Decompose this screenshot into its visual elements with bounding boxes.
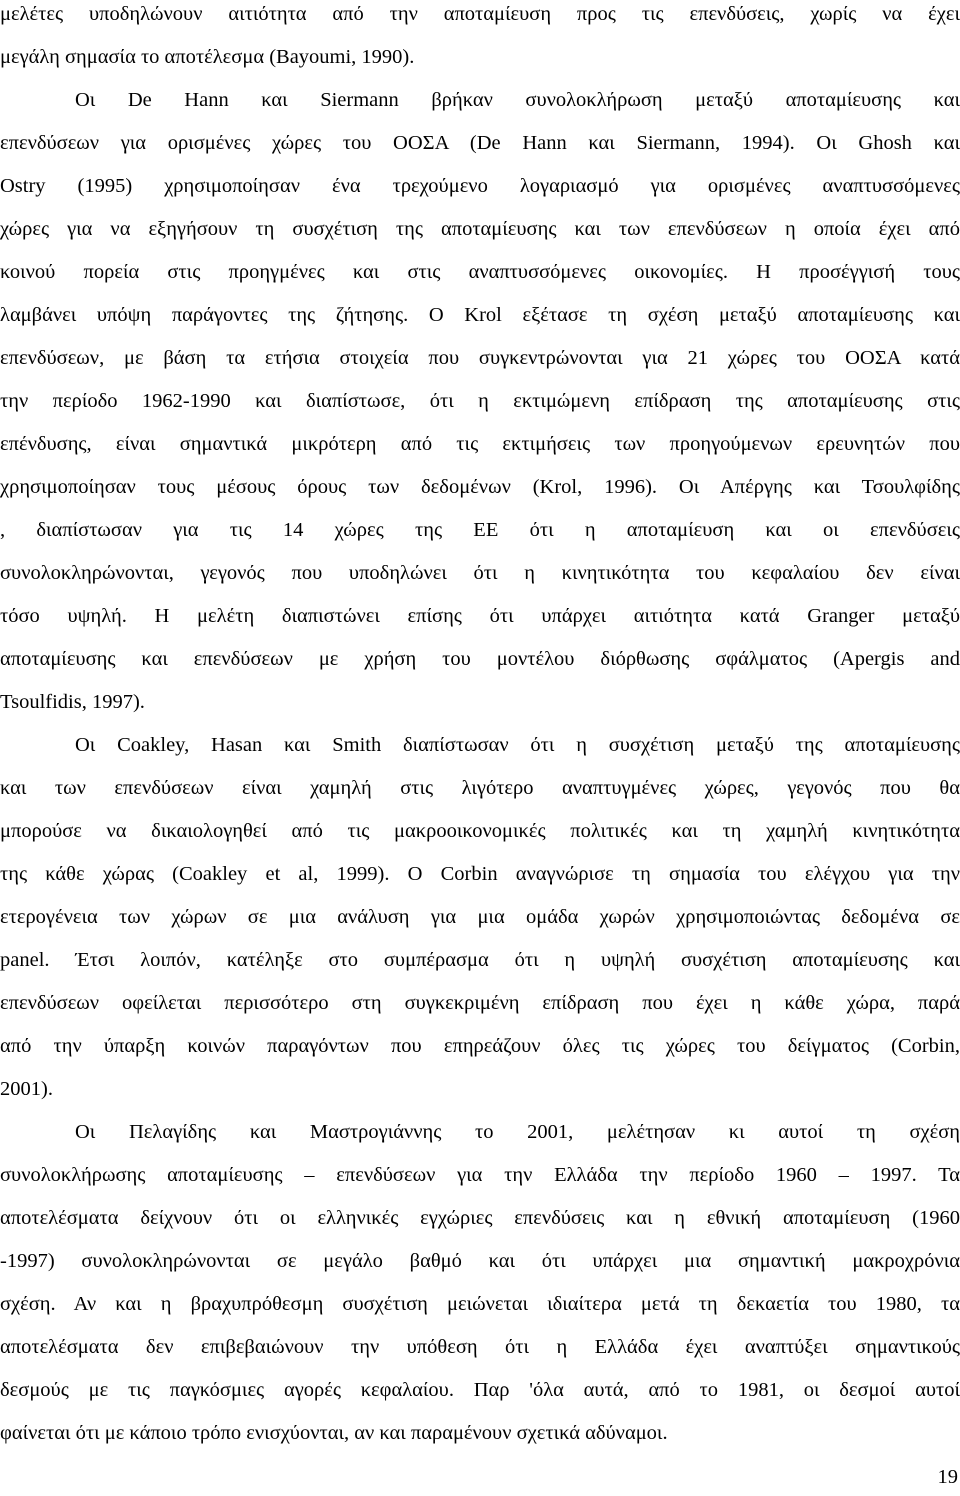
text-line: Οι Coakley, Hasan και Smith διαπίστωσαν ότι η συσχέτιση μεταξύ της αποταμίευσης bbox=[75, 734, 960, 756]
text-line: επενδύσεων για ορισμένες χώρες του ΟΟΣΑ (De Hann και Siermann, 1994). Οι Ghosh και bbox=[0, 132, 960, 154]
text-line: και των επενδύσεων είναι χαμηλή στις λιγότερο αναπτυγμένες χώρες, γεγονός που θα bbox=[0, 777, 960, 799]
text-line: Ostry (1995) χρησιμοποίησαν ένα τρεχούμενο λογαριασμό για ορισμένες αναπτυσσόμενες bbox=[0, 175, 960, 197]
text-line: -1997) συνολοκληρώνονται σε μεγάλο βαθμό και ότι υπάρχει μια σημαντική μακροχρόνια bbox=[0, 1250, 960, 1272]
text-line: μελέτες υποδηλώνουν αιτιότητα από την αποταμίευση προς τις επενδύσεις, χωρίς να έχει bbox=[0, 3, 960, 25]
text-line: επένδυσης, είναι σημαντικά μικρότερη από τις εκτιμήσεις των προηγούμενων ερευνητών που bbox=[0, 433, 960, 455]
text-line: την περίοδο 1962-1990 και διαπίστωσε, ότι η εκτιμώμενη επίδραση της αποταμίευσης στις bbox=[0, 390, 960, 412]
text-line: δεσμούς με τις παγκόσμιες αγορές κεφαλαίου. Παρ 'όλα αυτά, από το 1981, οι δεσμοί αυτοί bbox=[0, 1379, 960, 1401]
text-line: χρησιμοποίησαν τους μέσους όρους των δεδομένων (Krol, 1996). Οι Απέργης και Τσουλφίδης bbox=[0, 476, 960, 498]
text-line: κοινού πορεία στις προηγμένες και στις αναπτυσσόμενες οικονομίες. Η προσέγγισή τους bbox=[0, 261, 960, 283]
text-line: φαίνεται ότι με κάποιο τρόπο ενισχύονται, αν και παραμένουν σχετικά αδύναμοι. bbox=[0, 1422, 668, 1444]
text-line: αποτελέσματα δείχνουν ότι οι ελληνικές εγχώριες επενδύσεις και η εθνική αποταμίευση (1960 bbox=[0, 1207, 960, 1229]
text-line: συνολοκλήρωσης αποταμίευσης – επενδύσεων για την Ελλάδα την περίοδο 1960 – 1997. Τα bbox=[0, 1164, 960, 1186]
text-line: ετερογένεια των χώρων σε μια ανάλυση για μια ομάδα χωρών χρησιμοποιώντας δεδομένα σε bbox=[0, 906, 960, 928]
text-line: Οι De Hann και Siermann βρήκαν συνολοκλήρωση μεταξύ αποταμίευσης και bbox=[75, 89, 960, 111]
page-number: 19 bbox=[937, 1466, 958, 1488]
text-line: αποτελέσματα δεν επιβεβαιώνουν την υπόθεση ότι η Ελλάδα έχει αναπτύξει σημαντικούς bbox=[0, 1336, 960, 1358]
text-line: 2001). bbox=[0, 1078, 53, 1100]
text-line: συνολοκληρώνονται, γεγονός που υποδηλώνει ότι η κινητικότητα του κεφαλαίου δεν είναι bbox=[0, 562, 960, 584]
text-line: μπορούσε να δικαιολογηθεί από τις μακροοικονομικές πολιτικές και τη χαμηλή κινητικότητα bbox=[0, 820, 960, 842]
text-line: τόσο υψηλή. Η μελέτη διαπιστώνει επίσης ότι υπάρχει αιτιότητα κατά Granger μεταξύ bbox=[0, 605, 960, 627]
text-line: μεγάλη σημασία το αποτέλεσμα (Bayoumi, 1990). bbox=[0, 46, 415, 68]
text-line: Tsoulfidis, 1997). bbox=[0, 691, 145, 713]
text-line: χώρες για να εξηγήσουν τη συσχέτιση της αποταμίευσης και των επενδύσεων η οποία έχει από bbox=[0, 218, 960, 240]
text-line: λαμβάνει υπόψη παράγοντες της ζήτησης. Ο Krol εξέτασε τη σχέση μεταξύ αποταμίευσης και bbox=[0, 304, 960, 326]
text-line: επενδύσεων, με βάση τα ετήσια στοιχεία που συγκεντρώνονται για 21 χώρες του ΟΟΣΑ κατά bbox=[0, 347, 960, 369]
text-line: από την ύπαρξη κοινών παραγόντων που επηρεάζουν όλες τις χώρες του δείγματος (Corbin, bbox=[0, 1035, 960, 1057]
text-line: επενδύσεων οφείλεται περισσότερο στη συγκεκριμένη επίδραση που έχει η κάθε χώρα, παρά bbox=[0, 992, 960, 1014]
text-line: , διαπίστωσαν για τις 14 χώρες της ΕΕ ότι η αποταμίευση και οι επενδύσεις bbox=[0, 519, 960, 541]
text-line: αποταμίευσης και επενδύσεων με χρήση του μοντέλου διόρθωσης σφάλματος (Apergis and bbox=[0, 648, 960, 670]
text-line: Οι Πελαγίδης και Μαστρογιάννης το 2001, μελέτησαν κι αυτοί τη σχέση bbox=[75, 1121, 960, 1143]
text-line: panel. Έτσι λοιπόν, κατέληξε στο συμπέρασμα ότι η υψηλή συσχέτιση αποταμίευσης και bbox=[0, 949, 960, 971]
text-line: της κάθε χώρας (Coakley et al, 1999). Ο Corbin αναγνώρισε τη σημασία του ελέγχου για την bbox=[0, 863, 960, 885]
text-line: σχέση. Αν και η βραχυπρόθεσμη συσχέτιση μειώνεται ιδιαίτερα μετά τη δεκαετία του 1980, τα bbox=[0, 1293, 960, 1315]
